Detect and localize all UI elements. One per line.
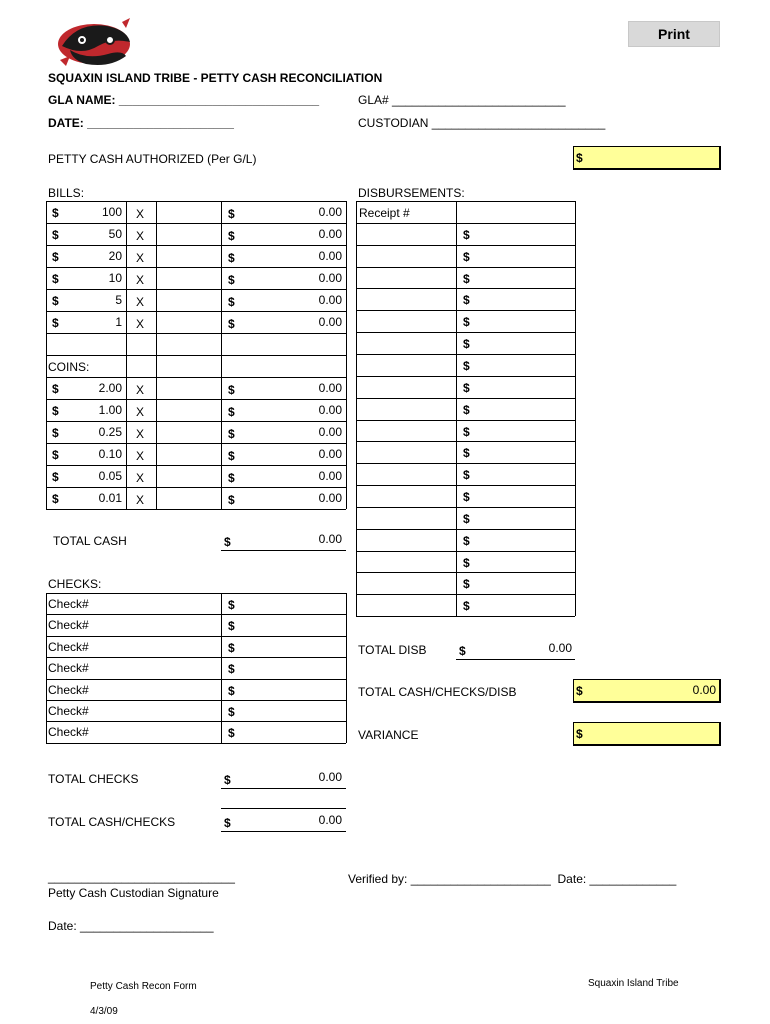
check-number-label: Check#	[48, 597, 89, 611]
custodian-signature-line[interactable]: ____________________________	[48, 870, 235, 884]
table-gridline	[46, 333, 346, 334]
total-checks-currency: $	[224, 773, 231, 787]
footer-version-date: 4/3/09	[90, 1006, 118, 1017]
check-number-label: Check#	[48, 725, 89, 740]
currency-symbol: $	[52, 316, 59, 330]
amount-currency: $	[228, 295, 235, 309]
table-gridline	[221, 201, 222, 509]
currency-symbol: $	[52, 294, 59, 308]
disbursement-currency: $	[463, 249, 470, 264]
multiply-sign: X	[136, 493, 145, 507]
table-gridline	[356, 398, 575, 399]
table-gridline	[356, 463, 575, 464]
amount-currency: $	[228, 229, 235, 243]
disbursement-currency: $	[463, 555, 470, 570]
signature-date-field[interactable]: Date: ____________________	[48, 919, 214, 933]
check-number-label: Check#	[48, 618, 89, 633]
table-gridline	[346, 593, 347, 743]
check-currency: $	[228, 619, 235, 634]
table-gridline	[356, 223, 575, 224]
table-gridline	[356, 201, 357, 616]
custodian-signature-label: Petty Cash Custodian Signature	[48, 886, 219, 900]
disbursement-currency: $	[463, 511, 470, 526]
denomination: 10	[108, 271, 122, 285]
table-gridline	[46, 399, 346, 400]
total-cash-amount: 0.00	[318, 532, 342, 546]
date-field[interactable]: DATE: ______________________	[48, 116, 234, 130]
denomination: 2.00	[98, 381, 122, 395]
line-amount: 0.00	[318, 447, 342, 461]
table-gridline	[221, 593, 222, 743]
table-gridline	[356, 332, 575, 333]
total-cash-label: TOTAL CASH	[53, 534, 127, 548]
total-disb-currency: $	[459, 644, 466, 658]
quantity-input[interactable]	[160, 425, 218, 439]
disbursement-currency: $	[463, 577, 470, 592]
quantity-input[interactable]	[160, 315, 218, 329]
table-gridline	[46, 443, 346, 444]
quantity-input[interactable]	[160, 293, 218, 307]
amount-currency: $	[228, 273, 235, 287]
quantity-input[interactable]	[160, 447, 218, 461]
multiply-sign: X	[136, 229, 145, 243]
quantity-input[interactable]	[160, 491, 218, 505]
table-gridline	[356, 485, 575, 486]
check-number-label: Check#	[48, 661, 89, 676]
disbursement-currency: $	[463, 293, 470, 308]
quantity-input[interactable]	[160, 205, 218, 219]
verified-by-field[interactable]: Verified by: _____________________ Date: _____________	[348, 872, 677, 886]
amount-currency: $	[228, 427, 235, 441]
table-gridline	[46, 593, 346, 594]
currency-symbol: $	[52, 470, 59, 484]
table-gridline	[46, 421, 346, 422]
disbursement-currency: $	[463, 380, 470, 395]
table-gridline	[46, 355, 346, 356]
currency-symbol: $	[52, 448, 59, 462]
quantity-input[interactable]	[160, 469, 218, 483]
total-cash-checks-disb-currency: $	[576, 684, 583, 698]
disbursement-currency: $	[463, 315, 470, 330]
table-gridline	[356, 551, 575, 552]
line-amount: 0.00	[318, 381, 342, 395]
disbursement-currency: $	[463, 227, 470, 242]
coins-label: COINS:	[48, 360, 90, 374]
custodian-field[interactable]: CUSTODIAN __________________________	[358, 116, 606, 130]
amount-currency: $	[228, 207, 235, 221]
check-currency: $	[228, 662, 235, 677]
table-gridline	[456, 201, 457, 616]
total-disb-label: TOTAL DISB	[358, 643, 427, 657]
table-gridline	[575, 201, 576, 616]
total-cash-checks-amount: 0.00	[318, 813, 342, 827]
quantity-input[interactable]	[160, 227, 218, 241]
line-amount: 0.00	[318, 491, 342, 505]
denomination: 1	[115, 315, 122, 329]
disbursement-currency: $	[463, 533, 470, 548]
line-amount: 0.00	[318, 271, 342, 285]
denomination: 20	[108, 249, 122, 263]
multiply-sign: X	[136, 317, 145, 331]
check-currency: $	[228, 598, 235, 612]
check-currency: $	[228, 640, 235, 655]
tribe-logo-icon	[52, 16, 136, 72]
table-gridline	[46, 201, 47, 509]
denomination: 50	[108, 227, 122, 241]
table-gridline	[356, 245, 575, 246]
total-checks-amount: 0.00	[318, 770, 342, 784]
line-amount: 0.00	[318, 249, 342, 263]
denomination: 1.00	[98, 403, 122, 417]
disbursement-currency: $	[463, 424, 470, 439]
bills-label: BILLS:	[48, 186, 85, 200]
currency-symbol: $	[52, 250, 59, 264]
footer-org: Squaxin Island Tribe	[588, 978, 679, 989]
currency-symbol: $	[52, 492, 59, 506]
currency-symbol: $	[52, 426, 59, 440]
table-gridline	[356, 420, 575, 421]
check-number-label: Check#	[48, 639, 89, 654]
amount-currency: $	[228, 405, 235, 419]
table-gridline	[356, 288, 575, 289]
table-gridline	[356, 529, 575, 530]
authorized-amount-field[interactable]	[573, 146, 721, 170]
disbursement-currency: $	[463, 337, 470, 352]
table-gridline	[46, 743, 346, 744]
line-amount: 0.00	[318, 425, 342, 439]
denomination: 0.25	[98, 425, 122, 439]
table-gridline	[356, 507, 575, 508]
table-gridline	[46, 267, 346, 268]
quantity-input[interactable]	[160, 271, 218, 285]
denomination: 0.01	[98, 491, 122, 505]
table-gridline	[46, 700, 346, 701]
total-checks-label: TOTAL CHECKS	[48, 772, 139, 786]
denomination: 0.05	[98, 469, 122, 483]
total-cash-checks-disb-field	[573, 679, 721, 703]
amount-currency: $	[228, 383, 235, 397]
receipt-header: Receipt #	[359, 206, 410, 220]
currency-symbol: $	[52, 206, 59, 220]
amount-currency: $	[228, 471, 235, 485]
line-amount: 0.00	[318, 293, 342, 307]
table-gridline	[356, 376, 575, 377]
table-gridline	[46, 289, 346, 290]
total-cash-checks-label: TOTAL CASH/CHECKS	[48, 815, 176, 829]
table-gridline	[156, 201, 157, 509]
total-disb-amount: 0.00	[548, 641, 572, 655]
table-gridline	[46, 657, 346, 658]
table-gridline	[46, 201, 346, 202]
quantity-input[interactable]	[160, 249, 218, 263]
multiply-sign: X	[136, 405, 145, 419]
table-gridline	[46, 614, 346, 615]
table-gridline	[356, 354, 575, 355]
footer-form-name: Petty Cash Recon Form	[90, 981, 197, 992]
variance-field[interactable]	[573, 722, 721, 746]
table-gridline	[356, 594, 575, 595]
table-gridline	[356, 310, 575, 311]
line-amount: 0.00	[318, 227, 342, 241]
table-gridline	[346, 201, 347, 509]
line-amount: 0.00	[318, 315, 342, 329]
total-cash-currency: $	[224, 535, 231, 549]
multiply-sign: X	[136, 251, 145, 265]
table-gridline	[46, 311, 346, 312]
checks-label: CHECKS:	[48, 577, 102, 591]
disbursement-currency: $	[463, 271, 470, 286]
check-currency: $	[228, 705, 235, 719]
form-title: SQUAXIN ISLAND TRIBE - PETTY CASH RECONCILIATION	[48, 71, 383, 85]
table-gridline	[356, 441, 575, 442]
disbursement-currency: $	[463, 468, 470, 483]
check-currency: $	[228, 726, 235, 741]
multiply-sign: X	[136, 383, 145, 397]
table-gridline	[356, 267, 575, 268]
table-gridline	[46, 487, 346, 488]
multiply-sign: X	[136, 449, 145, 463]
multiply-sign: X	[136, 273, 145, 287]
table-gridline	[356, 201, 575, 202]
check-currency: $	[228, 683, 235, 698]
table-gridline	[46, 636, 346, 637]
disbursement-currency: $	[463, 599, 470, 614]
line-amount: 0.00	[318, 403, 342, 417]
denomination: 0.10	[98, 447, 122, 461]
quantity-input[interactable]	[160, 381, 218, 395]
table-gridline	[46, 465, 346, 466]
authorized-label: PETTY CASH AUTHORIZED (Per G/L)	[48, 152, 257, 166]
variance-label: VARIANCE	[358, 728, 419, 742]
currency-symbol: $	[52, 404, 59, 418]
gla-number-field[interactable]: GLA# __________________________	[358, 93, 566, 107]
gla-name-field[interactable]: GLA NAME: ______________________________	[48, 93, 320, 107]
total-cash-checks-currency: $	[224, 816, 231, 830]
disbursement-currency: $	[463, 490, 470, 505]
disbursements-label: DISBURSEMENTS:	[358, 186, 465, 200]
disbursement-currency: $	[463, 446, 470, 461]
multiply-sign: X	[136, 471, 145, 485]
table-gridline	[126, 201, 127, 509]
currency-symbol: $	[52, 228, 59, 242]
amount-currency: $	[228, 317, 235, 331]
amount-currency: $	[228, 251, 235, 265]
line-amount: 0.00	[318, 205, 342, 219]
table-gridline	[46, 377, 346, 378]
multiply-sign: X	[136, 295, 145, 309]
denomination: 100	[101, 205, 122, 219]
total-cash-checks-disb-amount: 0.00	[692, 683, 716, 697]
table-gridline	[46, 509, 346, 510]
table-gridline	[46, 223, 346, 224]
total-cash-checks-disb-label: TOTAL CASH/CHECKS/DISB	[358, 685, 517, 699]
disbursement-currency: $	[463, 358, 470, 373]
check-number-label: Check#	[48, 682, 89, 697]
check-number-label: Check#	[48, 704, 89, 718]
amount-currency: $	[228, 493, 235, 507]
amount-currency: $	[228, 449, 235, 463]
currency-symbol: $	[52, 382, 59, 396]
line-amount: 0.00	[318, 469, 342, 483]
multiply-sign: X	[136, 427, 145, 441]
print-button[interactable]: Print	[628, 21, 720, 47]
multiply-sign: X	[136, 207, 145, 221]
table-gridline	[46, 245, 346, 246]
variance-currency: $	[576, 727, 583, 741]
quantity-input[interactable]	[160, 403, 218, 417]
currency-symbol: $	[52, 272, 59, 286]
disbursement-currency: $	[463, 402, 470, 417]
table-gridline	[46, 721, 346, 722]
table-gridline	[46, 679, 346, 680]
denomination: 5	[115, 293, 122, 307]
table-gridline	[356, 572, 575, 573]
table-gridline	[356, 616, 575, 617]
table-gridline	[46, 593, 47, 743]
authorized-currency: $	[576, 151, 583, 165]
